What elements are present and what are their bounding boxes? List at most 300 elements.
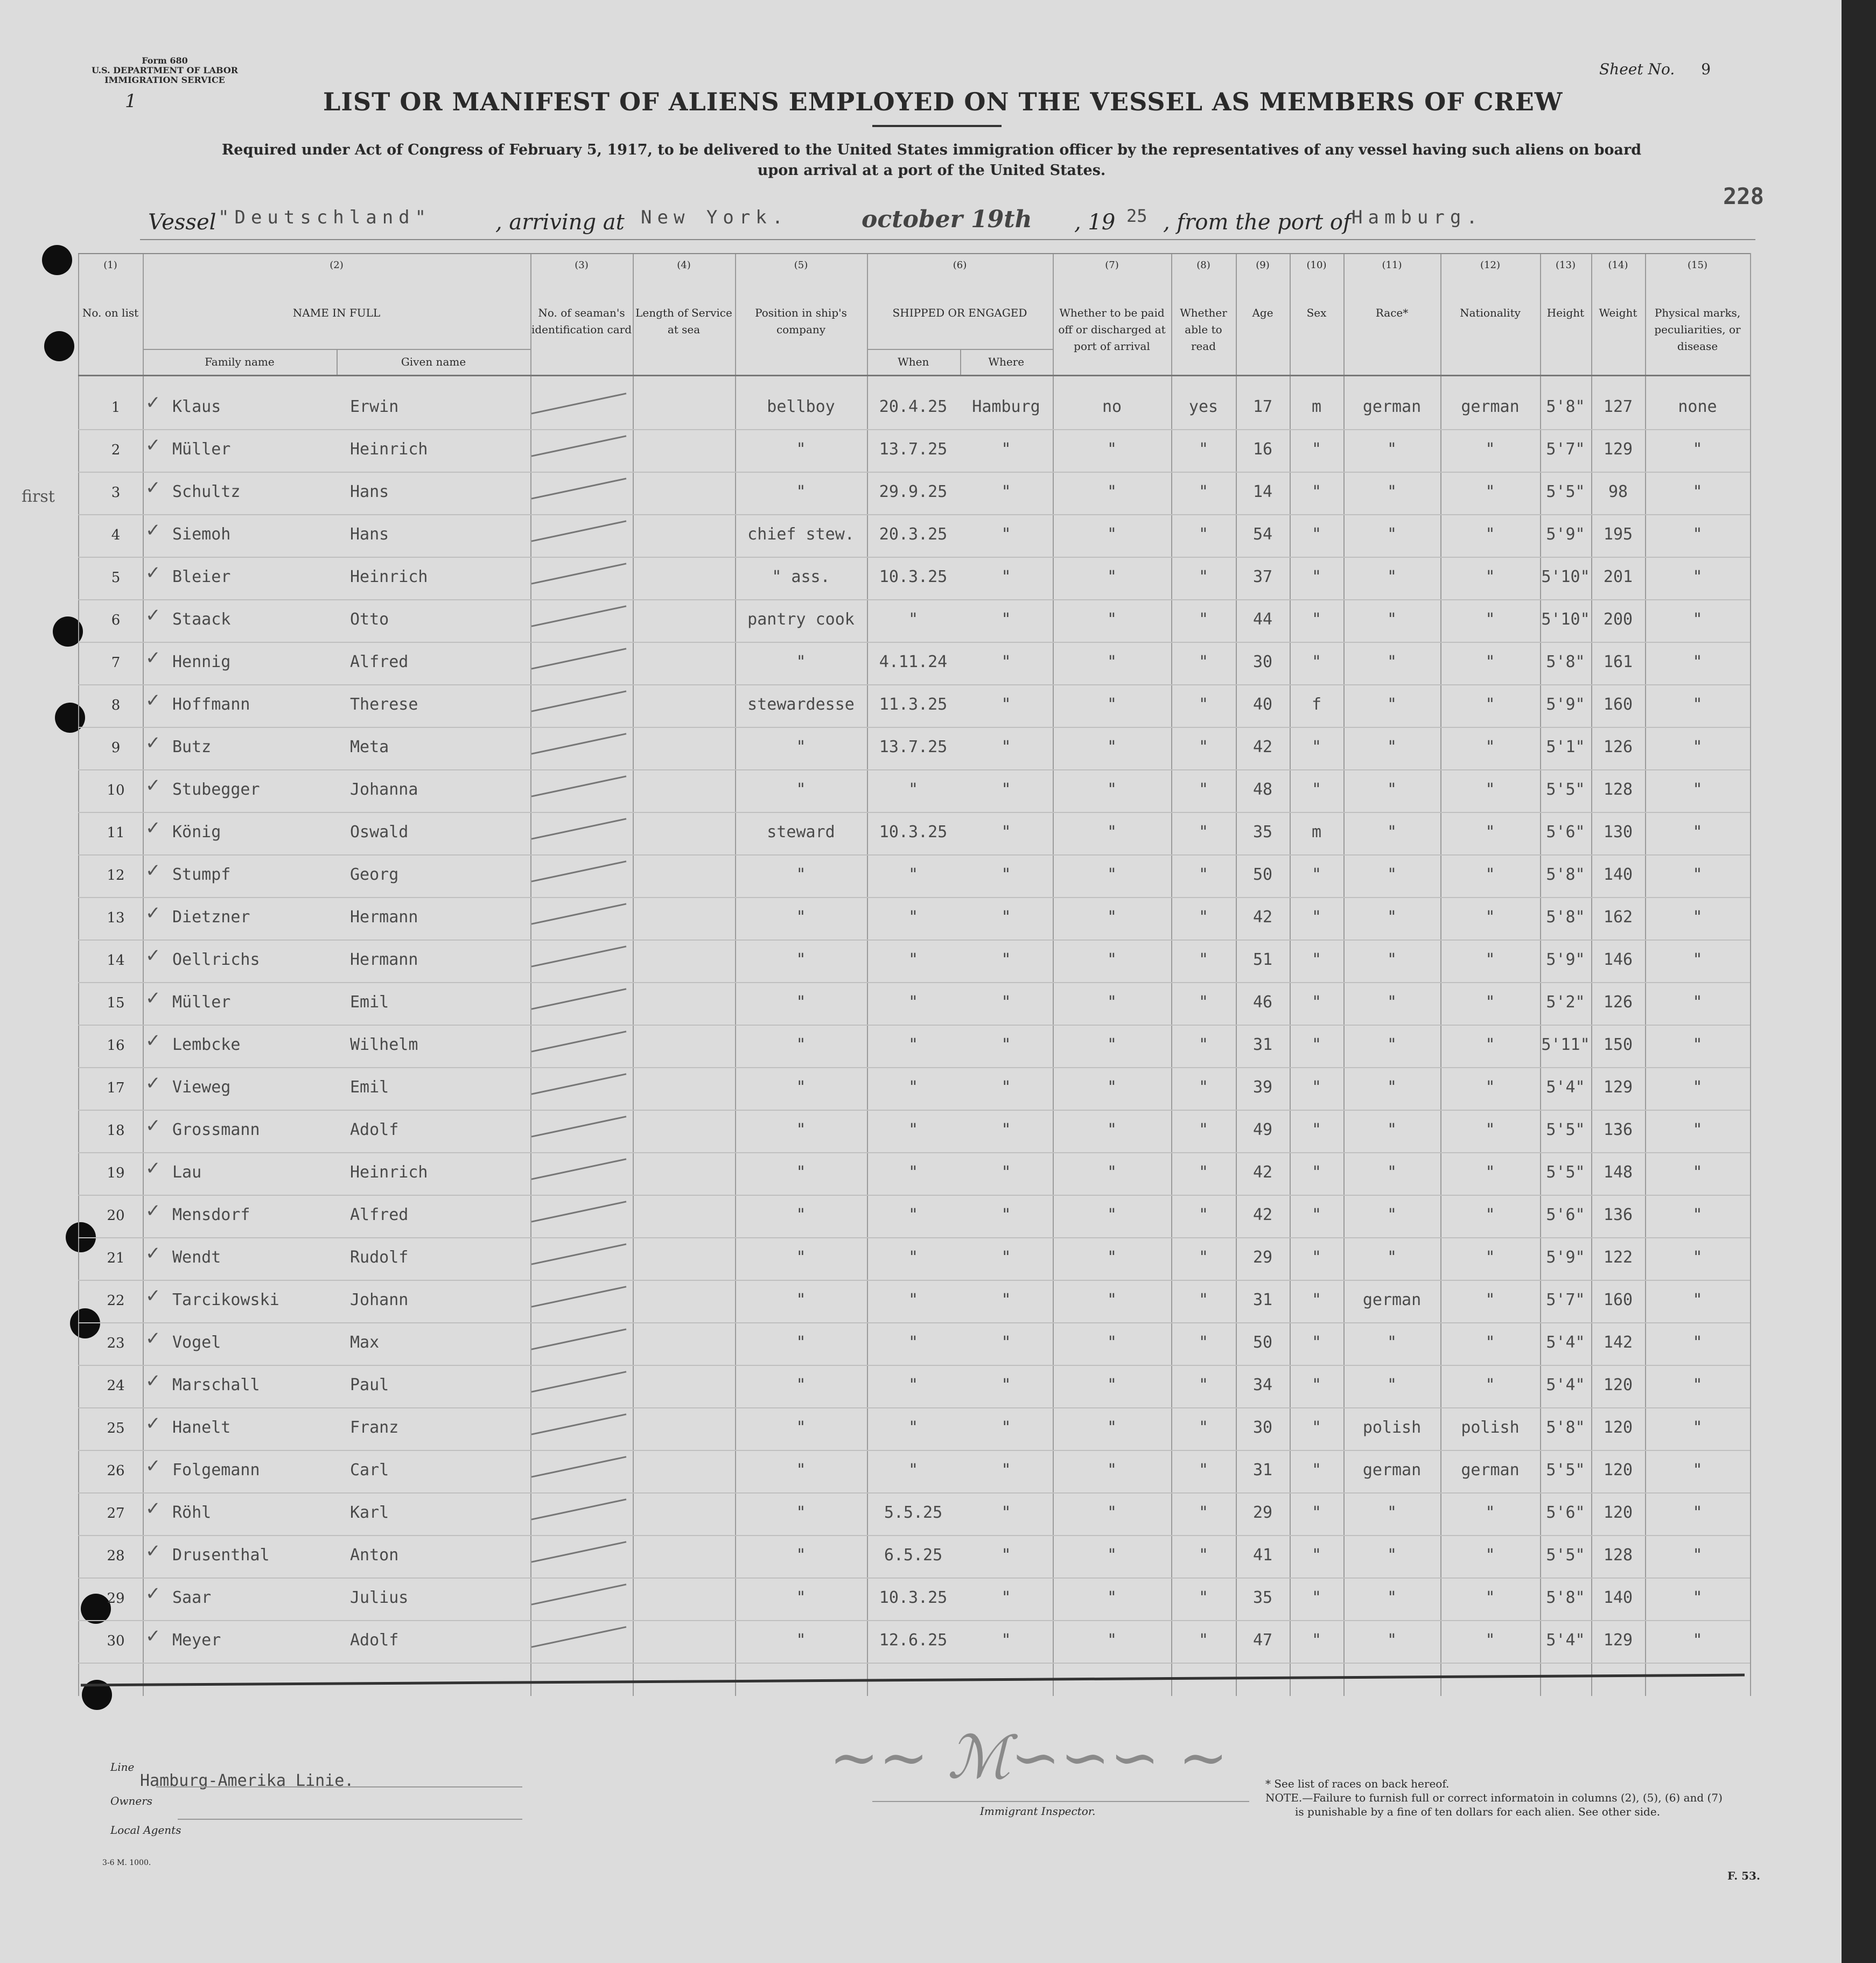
cell-race: " xyxy=(1387,1631,1397,1650)
id-card-tick-mark xyxy=(531,1201,627,1222)
punch-hole xyxy=(42,245,72,275)
column-title: Physical marks, peculiarities, or disease xyxy=(1654,306,1741,353)
cell-when: " xyxy=(908,1163,919,1182)
cell-given: Heinrich xyxy=(350,1163,428,1182)
cell-when: 20.4.25 xyxy=(879,397,948,416)
row-number: 22 xyxy=(107,1293,125,1309)
cell-family: Staack xyxy=(172,610,231,629)
row-number: 6 xyxy=(111,612,121,628)
cell-when: 20.3.25 xyxy=(879,525,948,544)
cell-read: " xyxy=(1198,738,1209,756)
cell-weight: 122 xyxy=(1603,1248,1633,1267)
cell-weight: 120 xyxy=(1603,1418,1633,1437)
cell-given: Hans xyxy=(350,525,389,544)
column-title: Length of Service at sea xyxy=(635,306,732,336)
cell-when: " xyxy=(908,993,919,1012)
cell-height: 5'10" xyxy=(1541,567,1590,586)
cell-race: " xyxy=(1387,1163,1397,1182)
row-number: 13 xyxy=(107,910,125,926)
column-number: (15) xyxy=(1688,260,1707,271)
cell-age: 54 xyxy=(1252,525,1273,544)
cell-given: Heinrich xyxy=(350,440,428,459)
cell-where: " xyxy=(1001,525,1011,544)
cell-paid-off: " xyxy=(1107,865,1117,884)
cell-given: Hermann xyxy=(350,908,418,927)
cell-when: 6.5.25 xyxy=(884,1546,943,1565)
table-row xyxy=(0,898,1842,940)
cell-given: Georg xyxy=(350,865,399,884)
row-number: 8 xyxy=(111,697,121,713)
cell-nationality: " xyxy=(1485,440,1495,459)
cell-height: 5'8" xyxy=(1546,1588,1585,1607)
cell-paid-off: " xyxy=(1107,1291,1117,1309)
cell-age: 30 xyxy=(1252,653,1273,671)
cell-paid-off: no xyxy=(1102,397,1122,416)
cell-given: Johann xyxy=(350,1291,409,1309)
cell-race: " xyxy=(1387,1588,1397,1607)
cell-when: " xyxy=(908,1418,919,1437)
cell-height: 5'4" xyxy=(1546,1333,1585,1352)
departure-port: Hamburg. xyxy=(1352,207,1483,228)
column-header xyxy=(1440,253,1540,375)
check-mark-icon: ✓ xyxy=(145,434,161,456)
cell-where: " xyxy=(1001,1546,1011,1565)
row-number: 19 xyxy=(107,1165,125,1181)
cell-when: " xyxy=(908,1120,919,1139)
column-header xyxy=(1236,253,1290,375)
cell-family: Siemoh xyxy=(172,525,231,544)
cell-marks: " xyxy=(1692,695,1703,714)
form-code: F. 53. xyxy=(1727,1869,1760,1882)
vessel-name: "Deutschland" xyxy=(218,207,432,228)
cell-when: " xyxy=(908,1205,919,1224)
column-title: Race* xyxy=(1375,306,1409,319)
cell-sex: m xyxy=(1311,397,1322,416)
id-card-tick-mark xyxy=(531,690,627,712)
cell-age: 50 xyxy=(1252,865,1273,884)
arrival-date: october 19th xyxy=(862,206,1032,233)
signature-line xyxy=(872,1801,1249,1802)
row-number: 15 xyxy=(107,995,125,1011)
cell-height: 5'6" xyxy=(1546,1503,1585,1522)
cell-given: Julius xyxy=(350,1588,409,1607)
id-card-tick-mark xyxy=(531,605,627,627)
table-row xyxy=(0,515,1842,557)
row-rule xyxy=(78,1663,1750,1664)
row-number: 10 xyxy=(107,782,125,798)
id-card-tick-mark xyxy=(531,775,627,797)
cell-family: Müller xyxy=(172,993,231,1012)
cell-position: " xyxy=(796,1291,806,1309)
cell-nationality: " xyxy=(1485,653,1495,671)
cell-marks: " xyxy=(1692,610,1703,629)
cell-nationality: " xyxy=(1485,1503,1495,1522)
column-number: (9) xyxy=(1256,260,1270,271)
cell-position: " xyxy=(796,1546,806,1565)
row-number: 18 xyxy=(107,1123,125,1139)
cell-where: " xyxy=(1001,1205,1011,1224)
cell-when: " xyxy=(908,1333,919,1352)
cell-height: 5'4" xyxy=(1546,1078,1585,1097)
footer-note xyxy=(1265,1777,1723,1819)
column-title: Sex xyxy=(1306,306,1327,319)
cell-sex: " xyxy=(1311,1631,1322,1650)
column-title: Height xyxy=(1546,306,1585,319)
cell-when: 10.3.25 xyxy=(879,1588,948,1607)
from-port-label: , from the port of xyxy=(1163,210,1351,235)
cell-where: " xyxy=(1001,738,1011,756)
races-note: * See list of races on back hereof. xyxy=(1265,1777,1450,1790)
cell-read: " xyxy=(1198,482,1209,501)
column-header xyxy=(1171,253,1236,375)
cell-marks: " xyxy=(1692,1035,1703,1054)
check-mark-icon: ✓ xyxy=(145,1115,161,1137)
cell-where: " xyxy=(1001,567,1011,586)
column-number: (12) xyxy=(1480,260,1500,271)
cell-read: " xyxy=(1198,1163,1209,1182)
cell-sex: " xyxy=(1311,993,1322,1012)
cell-where: " xyxy=(1001,950,1011,969)
cell-where: " xyxy=(1001,1333,1011,1352)
cell-race: " xyxy=(1387,1376,1397,1394)
cell-weight: 136 xyxy=(1603,1205,1633,1224)
cell-sex: " xyxy=(1311,440,1322,459)
cell-where: Hamburg xyxy=(972,397,1040,416)
cell-nationality: " xyxy=(1485,1078,1495,1097)
cell-family: Saar xyxy=(172,1588,212,1607)
cell-paid-off: " xyxy=(1107,908,1117,927)
cell-height: 5'9" xyxy=(1546,1248,1585,1267)
table-row xyxy=(0,643,1842,685)
cell-position: " xyxy=(796,738,806,756)
year-label: , 19 xyxy=(1074,210,1116,235)
cell-weight: 140 xyxy=(1603,865,1633,884)
cell-height: 5'8" xyxy=(1546,865,1585,884)
cell-sex: m xyxy=(1311,823,1322,842)
cell-paid-off: " xyxy=(1107,482,1117,501)
cell-marks: " xyxy=(1692,1546,1703,1565)
check-mark-icon: ✓ xyxy=(145,945,161,966)
cell-where: " xyxy=(1001,1248,1011,1267)
id-card-tick-mark xyxy=(531,1583,627,1605)
cell-age: 50 xyxy=(1252,1333,1273,1352)
cell-paid-off: " xyxy=(1107,1461,1117,1480)
row-number: 2 xyxy=(111,442,121,458)
check-mark-icon: ✓ xyxy=(145,732,161,754)
cell-given: Carl xyxy=(350,1461,389,1480)
cell-marks: " xyxy=(1692,1631,1703,1650)
table-row xyxy=(0,473,1842,515)
check-mark-icon: ✓ xyxy=(145,1413,161,1434)
cell-sex: " xyxy=(1311,865,1322,884)
cell-race: " xyxy=(1387,865,1397,884)
arriving-label: , arriving at xyxy=(495,210,625,235)
check-mark-icon: ✓ xyxy=(145,1455,161,1477)
cell-read: " xyxy=(1198,610,1209,629)
cell-race: " xyxy=(1387,440,1397,459)
cell-where: " xyxy=(1001,695,1011,714)
cell-where: " xyxy=(1001,1461,1011,1480)
cell-age: 31 xyxy=(1252,1291,1273,1309)
cell-nationality: " xyxy=(1485,993,1495,1012)
cell-nationality: " xyxy=(1485,1631,1495,1650)
cell-sex: " xyxy=(1311,1078,1322,1097)
column-number: (10) xyxy=(1306,260,1327,271)
cell-age: 48 xyxy=(1252,780,1273,799)
cell-where: " xyxy=(1001,1120,1011,1139)
cell-age: 16 xyxy=(1252,440,1273,459)
cell-read: " xyxy=(1198,1035,1209,1054)
row-number: 24 xyxy=(107,1378,125,1394)
cell-weight: 160 xyxy=(1603,695,1633,714)
page-number: 228 xyxy=(1723,183,1764,209)
cell-height: 5'7" xyxy=(1546,1291,1585,1309)
check-mark-icon: ✓ xyxy=(145,987,161,1009)
cell-paid-off: " xyxy=(1107,653,1117,671)
cell-race: " xyxy=(1387,1035,1397,1054)
cell-race: " xyxy=(1387,1120,1397,1139)
cell-marks: " xyxy=(1692,1333,1703,1352)
cell-given: Therese xyxy=(350,695,418,714)
cell-race: " xyxy=(1387,908,1397,927)
id-card-tick-mark xyxy=(531,1626,627,1647)
cell-where: " xyxy=(1001,653,1011,671)
column-title: Whether to be paid off or discharged at port of arrival xyxy=(1058,306,1166,353)
cell-marks: " xyxy=(1692,1163,1703,1182)
cell-sex: " xyxy=(1311,653,1322,671)
cell-position: " xyxy=(796,1205,806,1224)
cell-paid-off: " xyxy=(1107,1205,1117,1224)
table-row xyxy=(0,600,1842,642)
row-number: 17 xyxy=(107,1080,125,1096)
column-title: Position in ship's company xyxy=(755,306,847,336)
cell-race: " xyxy=(1387,993,1397,1012)
cell-race: " xyxy=(1387,653,1397,671)
cell-where: " xyxy=(1001,780,1011,799)
cell-sex: " xyxy=(1311,1461,1322,1480)
cell-where: " xyxy=(1001,1291,1011,1309)
cell-sex: " xyxy=(1311,1333,1322,1352)
cell-nationality: " xyxy=(1485,1163,1495,1182)
punch-hole xyxy=(44,331,74,361)
cell-given: Emil xyxy=(350,1078,389,1097)
id-card-tick-mark xyxy=(531,988,627,1009)
check-mark-icon: ✓ xyxy=(145,1072,161,1094)
cell-race: german xyxy=(1362,1291,1422,1309)
column-number: (1) xyxy=(103,260,117,271)
cell-paid-off: " xyxy=(1107,1078,1117,1097)
cell-read: " xyxy=(1198,908,1209,927)
cell-family: Lembcke xyxy=(172,1035,241,1054)
cell-marks: " xyxy=(1692,525,1703,544)
table-row xyxy=(0,856,1842,898)
cell-when: " xyxy=(908,610,919,629)
subheader-divider xyxy=(337,350,338,375)
cell-position: " xyxy=(796,1078,806,1097)
cell-read: yes xyxy=(1188,397,1219,416)
cell-family: Klaus xyxy=(172,397,221,416)
cell-given: Erwin xyxy=(350,397,399,416)
cell-where: " xyxy=(1001,440,1011,459)
cell-paid-off: " xyxy=(1107,1631,1117,1650)
cell-age: 14 xyxy=(1252,482,1273,501)
cell-paid-off: " xyxy=(1107,780,1117,799)
cell-marks: " xyxy=(1692,950,1703,969)
cell-sex: " xyxy=(1311,780,1322,799)
cell-given: Alfred xyxy=(350,1205,409,1224)
cell-race: " xyxy=(1387,780,1397,799)
cell-weight: 126 xyxy=(1603,738,1633,756)
cell-given: Karl xyxy=(350,1503,389,1522)
cell-where: " xyxy=(1001,908,1011,927)
cell-read: " xyxy=(1198,1461,1209,1480)
id-card-tick-mark xyxy=(531,1413,627,1435)
cell-race: german xyxy=(1362,397,1422,416)
column-title: Whether able to read xyxy=(1180,306,1227,353)
cell-read: " xyxy=(1198,950,1209,969)
cell-sex: " xyxy=(1311,1205,1322,1224)
check-mark-icon: ✓ xyxy=(145,1285,161,1307)
cell-position: " xyxy=(796,865,806,884)
table-row xyxy=(0,388,1842,430)
row-number: 28 xyxy=(107,1548,125,1564)
cell-nationality: " xyxy=(1485,865,1495,884)
check-mark-icon: ✓ xyxy=(145,605,161,626)
cell-race: " xyxy=(1387,823,1397,842)
row-number: 9 xyxy=(111,740,121,756)
form-number-block xyxy=(92,56,238,85)
cell-sex: " xyxy=(1311,1035,1322,1054)
row-number: 7 xyxy=(111,655,121,671)
cell-age: 51 xyxy=(1252,950,1273,969)
cell-read: " xyxy=(1198,1248,1209,1267)
cell-height: 5'5" xyxy=(1546,1546,1585,1565)
line-label: Line xyxy=(110,1761,135,1773)
column-number: (4) xyxy=(677,260,691,271)
title-underline xyxy=(872,125,1002,127)
cell-when: " xyxy=(908,1291,919,1309)
column-title: NAME IN FULL xyxy=(292,306,381,319)
cell-sex: " xyxy=(1311,482,1322,501)
cell-nationality: " xyxy=(1485,1376,1495,1394)
cell-family: Marschall xyxy=(172,1376,260,1394)
cell-paid-off: " xyxy=(1107,823,1117,842)
cell-where: " xyxy=(1001,1418,1011,1437)
cell-race: " xyxy=(1387,1078,1397,1097)
cell-weight: 128 xyxy=(1603,780,1633,799)
cell-position: " xyxy=(796,993,806,1012)
cell-sex: " xyxy=(1311,610,1322,629)
cell-nationality: " xyxy=(1485,1291,1495,1309)
check-mark-icon: ✓ xyxy=(145,1625,161,1647)
cell-paid-off: " xyxy=(1107,1163,1117,1182)
cell-age: 42 xyxy=(1252,1163,1273,1182)
cell-position: " xyxy=(796,950,806,969)
cell-sex: " xyxy=(1311,1120,1322,1139)
id-card-tick-mark xyxy=(531,563,627,584)
id-card-tick-mark xyxy=(531,903,627,924)
cell-marks: " xyxy=(1692,653,1703,671)
cell-when: 13.7.25 xyxy=(879,738,948,756)
cell-race: " xyxy=(1387,1333,1397,1352)
cell-age: 35 xyxy=(1252,823,1273,842)
cell-age: 30 xyxy=(1252,1418,1273,1437)
cell-marks: " xyxy=(1692,440,1703,459)
cell-weight: 146 xyxy=(1603,950,1633,969)
cell-race: " xyxy=(1387,610,1397,629)
table-row xyxy=(0,1238,1842,1280)
column-number: (3) xyxy=(575,260,589,271)
table-row xyxy=(0,685,1842,727)
cell-age: 46 xyxy=(1252,993,1273,1012)
cell-nationality: " xyxy=(1485,525,1495,544)
cell-age: 34 xyxy=(1252,1376,1273,1394)
arrival-year: 25 xyxy=(1126,206,1147,226)
cell-where: " xyxy=(1001,1503,1011,1522)
cell-age: 42 xyxy=(1252,738,1273,756)
cell-position: " xyxy=(796,1588,806,1607)
cell-height: 5'6" xyxy=(1546,823,1585,842)
cell-given: Oswald xyxy=(350,823,409,842)
cell-read: " xyxy=(1198,695,1209,714)
table-row xyxy=(0,1153,1842,1195)
id-card-tick-mark xyxy=(531,648,627,669)
cell-height: 5'8" xyxy=(1546,1418,1585,1437)
cell-family: Hennig xyxy=(172,653,231,671)
column-title: Weight xyxy=(1599,306,1637,319)
cell-race: " xyxy=(1387,482,1397,501)
row-number: 16 xyxy=(107,1037,125,1054)
required-text: Required under Act of Congress of February 5, 1917, to be delivered to the United States immigration officer by the representatives of any vessel having such aliens on board upon arrival at a port of the United States. xyxy=(221,142,1642,179)
cell-when: " xyxy=(908,1078,919,1097)
cell-nationality: german xyxy=(1461,1461,1520,1480)
cell-weight: 161 xyxy=(1603,653,1633,671)
cell-when: " xyxy=(908,950,919,969)
cell-given: Paul xyxy=(350,1376,389,1394)
cell-family: Drusenthal xyxy=(172,1546,270,1565)
cell-marks: none xyxy=(1678,397,1717,416)
cell-nationality: " xyxy=(1485,482,1495,501)
cell-where: " xyxy=(1001,1376,1011,1394)
cell-where: " xyxy=(1001,1631,1011,1650)
cell-given: Wilhelm xyxy=(350,1035,418,1054)
cell-race: " xyxy=(1387,950,1397,969)
cell-family: Schultz xyxy=(172,482,241,501)
cell-when: 4.11.24 xyxy=(879,653,948,671)
cell-weight: 98 xyxy=(1608,482,1628,501)
column-header xyxy=(1591,253,1645,375)
cell-height: 5'8" xyxy=(1546,397,1585,416)
row-number: 1 xyxy=(111,399,121,416)
column-number: (11) xyxy=(1382,260,1402,271)
cell-weight: 148 xyxy=(1603,1163,1633,1182)
cell-age: 41 xyxy=(1252,1546,1273,1565)
cell-age: 44 xyxy=(1252,610,1273,629)
cell-read: " xyxy=(1198,1120,1209,1139)
cell-marks: " xyxy=(1692,1461,1703,1480)
cell-given: Rudolf xyxy=(350,1248,409,1267)
cell-family: König xyxy=(172,823,221,842)
cell-given: Alfred xyxy=(350,653,409,671)
column-subtitle: Given name xyxy=(401,355,466,368)
cell-sex: " xyxy=(1311,1248,1322,1267)
cell-marks: " xyxy=(1692,1205,1703,1224)
check-mark-icon: ✓ xyxy=(145,902,161,924)
cell-weight: 129 xyxy=(1603,1078,1633,1097)
cell-paid-off: " xyxy=(1107,1546,1117,1565)
column-title: Nationality xyxy=(1460,306,1521,319)
id-card-tick-mark xyxy=(531,1328,627,1350)
